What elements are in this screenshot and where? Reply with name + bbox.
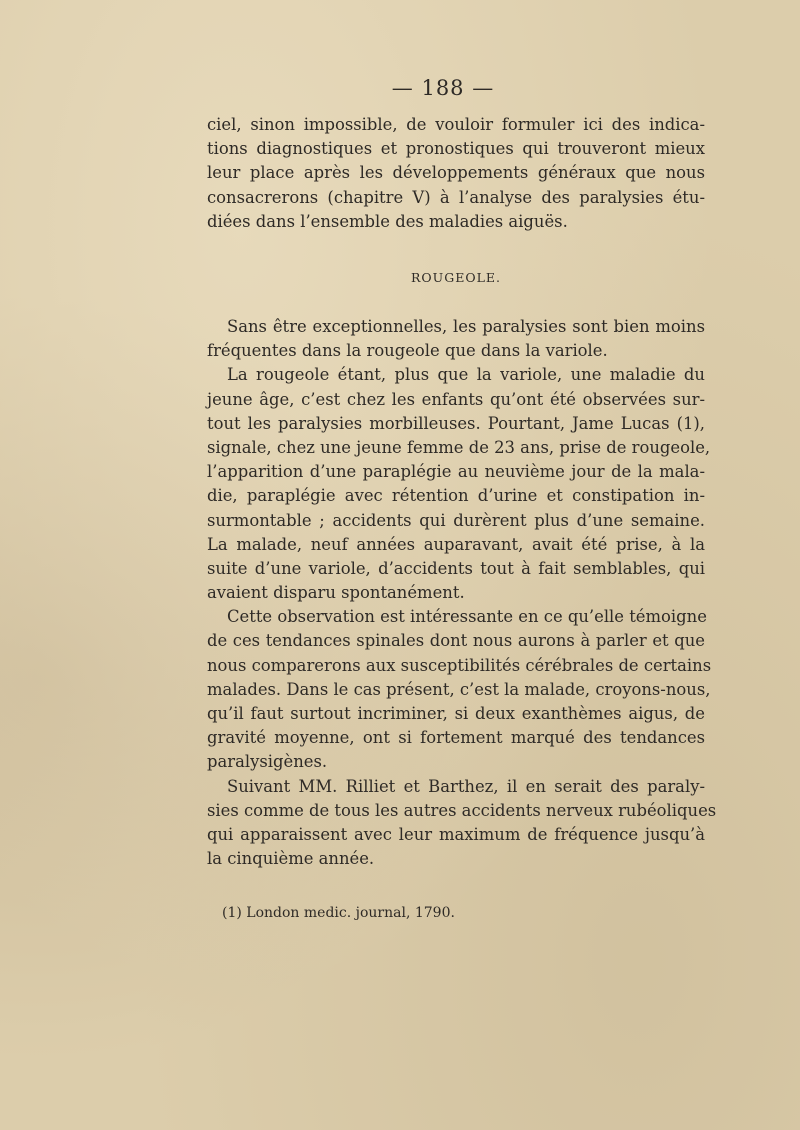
text-line: de ces tendances spinales dont nous aurons à parler et que [207, 631, 705, 651]
text-line: La malade, neuf années auparavant, avait été prise, à la [207, 534, 705, 554]
text-line: avaient disparu spontanément. [207, 583, 465, 603]
text-line: tions diagnostiques et pronostiques qui trouveront mieux [207, 139, 705, 159]
section-heading: ROUGEOLE. [411, 270, 501, 285]
text-line: l’apparition d’une paraplégie au neuvième jour de la mala- [207, 462, 705, 482]
text-line: paralysigènes. [207, 752, 328, 772]
text-line: signale, chez une jeune femme de 23 ans, prise de rougeole, [207, 437, 711, 457]
text-line: la cinquième année. [207, 849, 375, 869]
text-line: leur place après les développements généraux que nous [207, 163, 705, 183]
text-line: fréquentes dans la rougeole que dans la variole. [207, 341, 608, 361]
text-line: nous comparerons aux susceptibilités cérébrales de certains [207, 655, 712, 675]
continued-paragraph [207, 113, 705, 234]
text-line: die, paraplégie avec rétention d’urine et constipation in- [207, 486, 705, 506]
footnote: (1) London medic. journal, 1790. [222, 905, 455, 921]
text-line: Suivant MM. Rilliet et Barthez, il en serait des paraly- [227, 776, 705, 796]
text-line: gravité moyenne, ont si fortement marqué des tendances [207, 728, 705, 748]
text-line: ciel, sinon impossible, de vouloir formuler ici des indica- [207, 115, 705, 134]
text-line: jeune âge, c’est chez les enfants qu’ont été observées sur- [207, 389, 705, 409]
text-line: tout les paralysies morbilleuses. Pourtant, Jame Lucas (1), [207, 413, 705, 433]
text-line: suite d’une variole, d’accidents tout à fait semblables, qui [207, 558, 705, 578]
text-line: qui apparaissent avec leur maximum de fréquence jusqu’à [207, 824, 705, 844]
text-line: surmontable ; accidents qui durèrent plus d’une semaine. [207, 510, 705, 530]
text-line: Sans être exceptionnelles, les paralysies sont bien moins [227, 317, 705, 336]
section-body [207, 315, 717, 871]
text-line: consacrerons (chapitre V) à l’analyse des paralysies étu- [207, 187, 705, 207]
text-line: malades. Dans le cas présent, c’est la malade, croyons-nous, [207, 679, 711, 699]
page-number: — 188 — [391, 76, 495, 100]
text-line: La rougeole étant, plus que la variole, une maladie du [227, 365, 705, 385]
text-line: qu’il faut surtout incriminer, si deux exanthèmes aigus, de [207, 704, 705, 723]
text-line: sies comme de tous les autres accidents nerveux rubéoliques [207, 800, 717, 820]
text-line: Cette observation est intéressante en ce qu’elle témoigne [227, 607, 707, 627]
text-line: diées dans l’ensemble des maladies aiguës. [207, 211, 568, 231]
